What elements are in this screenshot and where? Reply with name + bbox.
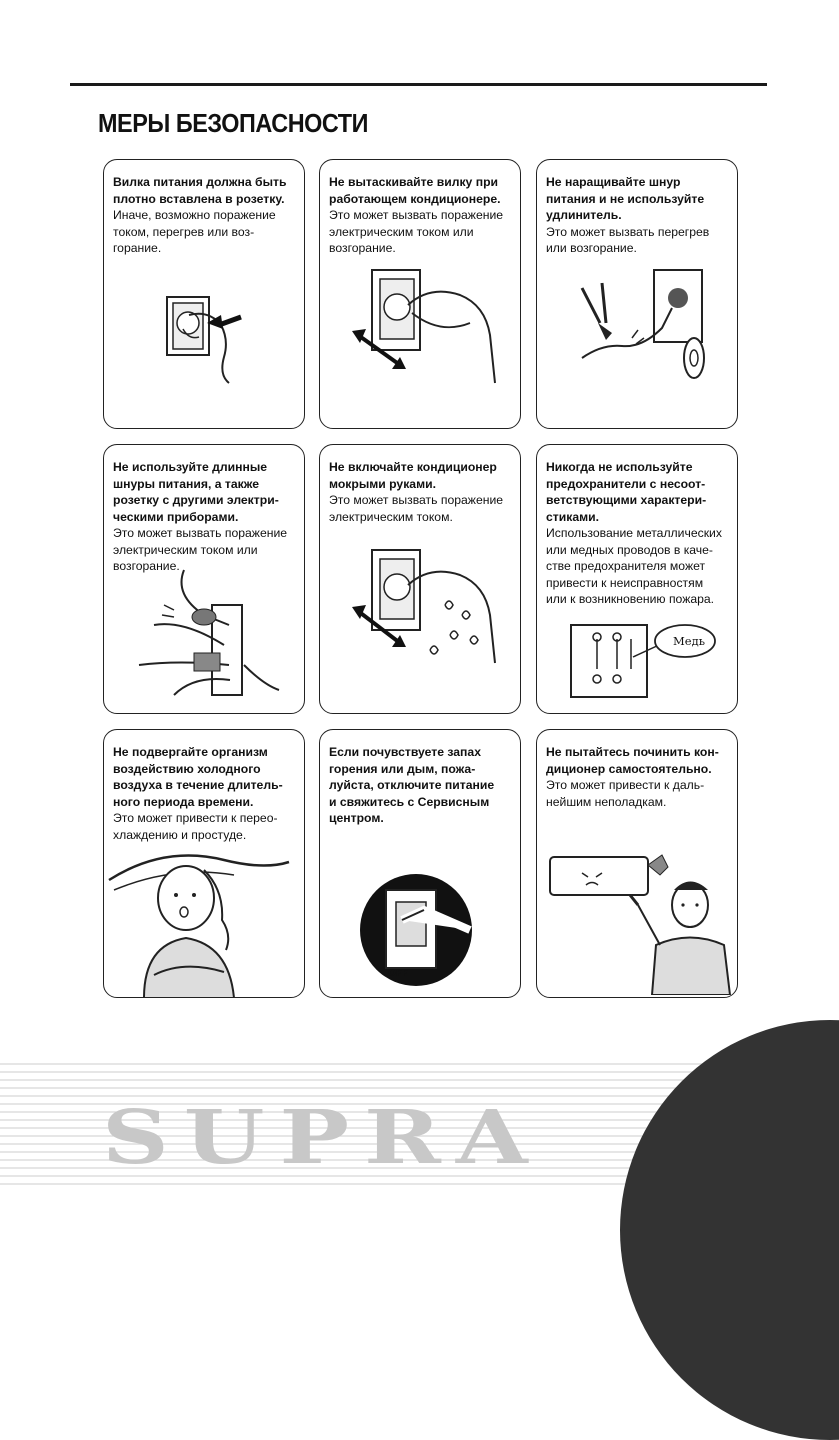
safety-card-4 (103, 444, 305, 714)
off-switch-icon (358, 870, 478, 990)
card-heading-line: Не наращивайте шнур (546, 175, 681, 189)
card-body-line: горание. (113, 241, 162, 255)
card-body-line: Это может привести к даль- (546, 778, 705, 792)
card-heading-line: воздуха в течение длитель- (113, 778, 283, 792)
card-body-line: нейшим неполадкам. (546, 794, 667, 809)
card-heading-line: и свяжитесь с Сервисным (329, 794, 490, 809)
multi-plug-icon (134, 565, 284, 700)
card-heading-line: Если почувствуете запах (329, 745, 481, 759)
card-body-line: электрическим током или (113, 542, 258, 557)
card-heading-line: Никогда не используйте (546, 460, 693, 474)
safety-card-3 (536, 159, 738, 429)
card-heading-line: стиками. (546, 509, 600, 524)
card-heading-line: Не вытаскивайте вилку при (329, 175, 499, 189)
card-heading-line: шнуры питания, а также (113, 476, 259, 491)
callout-copper-label: Медь (673, 634, 705, 648)
card-heading-line: центром. (329, 811, 384, 825)
card-body-line: Это может вызвать поражение (113, 526, 288, 540)
safety-card-9 (536, 729, 738, 998)
card-body-line: Это может привести к перео- (113, 811, 278, 825)
plug-socket-icon (159, 285, 259, 385)
card-body-line: Использование металлических (546, 526, 722, 540)
card-heading-line: ного периода времени. (113, 794, 254, 809)
card-body-line: стве предохранителя может (546, 559, 706, 573)
cold-person-icon (104, 840, 304, 998)
wet-hands-icon (350, 545, 500, 665)
switch-off-label: OFF (388, 969, 408, 979)
card-body-line: Это может вызвать поражение (329, 493, 504, 507)
safety-card-8 (319, 729, 521, 998)
card-heading-line: Не пытайтесь починить кон- (546, 745, 719, 759)
safety-card-6 (536, 444, 738, 714)
card-heading-line: диционер самостоятельно. (546, 761, 712, 776)
card-body-line: возгорание. (113, 559, 180, 573)
card-body-line: или возгорание. (546, 241, 637, 255)
card-heading-line: Вилка питания должна быть (113, 175, 287, 189)
brand-logo: SUPRA (102, 1095, 543, 1181)
card-heading-line: удлинитель. (546, 208, 622, 222)
card-heading-line: плотно вставлена в розетку. (113, 191, 285, 206)
top-rule (70, 83, 767, 86)
card-body-line: током, перегрев или воз- (113, 224, 255, 239)
fuse-box-icon (567, 617, 732, 707)
card-heading-line: горения или дым, пожа- (329, 761, 476, 776)
card-body-line: или к возникновению пожара. (546, 592, 715, 606)
pull-plug-icon (350, 265, 500, 385)
card-body-line: электрическим током. (329, 509, 453, 524)
card-heading-line: ческими приборами. (113, 509, 239, 524)
page-title: МЕРЫ БЕЗОПАСНОСТИ (98, 108, 369, 138)
card-body-line: хлаждению и простуде. (113, 827, 247, 842)
card-body-line: возгорание. (329, 241, 396, 255)
repairman-icon (542, 845, 734, 995)
card-body-line: электрическим током или (329, 224, 474, 239)
card-heading-line: воздействию холодного (113, 761, 261, 776)
extension-cord-icon (572, 268, 712, 388)
card-heading-line: Не включайте кондиционер (329, 460, 497, 474)
card-heading-line: мокрыми руками. (329, 476, 436, 491)
card-body-line: или медных проводов в каче- (546, 542, 713, 557)
card-body-line: Это может вызвать поражение (329, 208, 504, 222)
safety-card-5 (319, 444, 521, 714)
card-heading-line: Не подвергайте организм (113, 745, 268, 759)
card-heading-line: питания и не используйте (546, 191, 705, 206)
card-heading-line: Не используйте длинные (113, 460, 268, 474)
card-heading-line: ветствующими характери- (546, 493, 707, 507)
card-body-line: привести к неисправностям (546, 575, 704, 590)
card-heading-line: розетку с другими электри- (113, 493, 279, 507)
safety-card-1 (103, 159, 305, 429)
card-body-line: Это может вызвать перегрев (546, 224, 710, 239)
card-heading-line: работающем кондиционере. (329, 191, 501, 206)
card-heading-line: луйста, отключите питание (329, 778, 495, 792)
safety-card-2 (319, 159, 521, 429)
card-heading-line: предохранители с несоот- (546, 476, 706, 491)
card-body-line: Иначе, возможно поражение (113, 208, 276, 222)
safety-card-7 (103, 729, 305, 998)
